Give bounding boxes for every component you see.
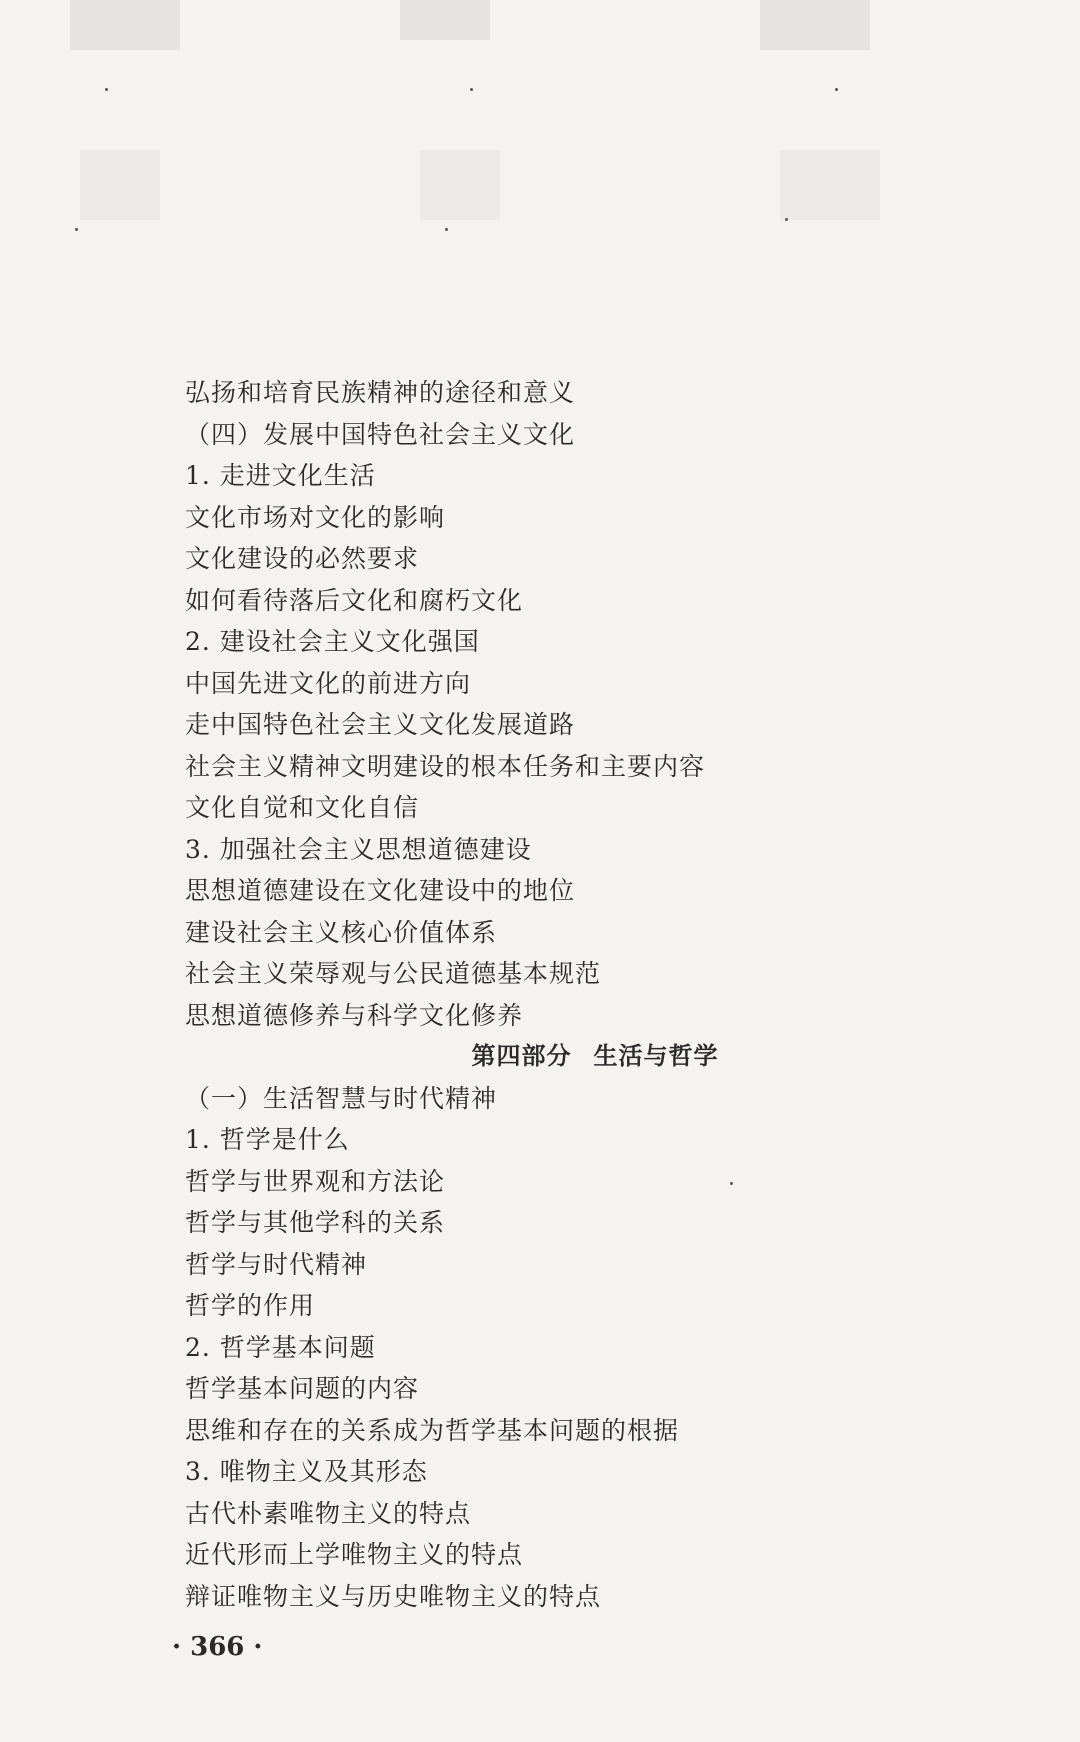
scan-artifact-top-right: [760, 0, 870, 50]
outline-line: 文化市场对文化的影响: [185, 502, 446, 532]
outline-line: 哲学与世界观和方法论: [185, 1166, 446, 1196]
outline-line: 近代形而上学唯物主义的特点: [185, 1540, 524, 1569]
outline-line: 走中国特色社会主义文化发展道路: [185, 710, 576, 739]
outline-line: 如何看待落后文化和腐朽文化: [185, 585, 524, 615]
outline-line: 文化建设的必然要求: [185, 544, 420, 573]
outline-line: 思想道德建设在文化建设中的地位: [185, 876, 576, 905]
outline-heading: （四）发展中国特色社会主义文化: [185, 419, 576, 449]
outline-line: 辩证唯物主义与历史唯物主义的特点: [185, 1581, 602, 1611]
outline-line: 思维和存在的关系成为哲学基本问题的根据: [185, 1415, 680, 1445]
outline-subheading: 3. 唯物主义及其形态: [185, 1457, 428, 1486]
outline-line: 弘扬和培育民族精神的途径和意义: [185, 378, 576, 407]
page-number: · 366 ·: [172, 1632, 263, 1662]
outline-line: 古代朴素唯物主义的特点: [185, 1498, 472, 1528]
outline-line: 哲学与其他学科的关系: [185, 1208, 446, 1237]
outline-line: 社会主义荣辱观与公民道德基本规范: [185, 959, 602, 988]
outline-subheading: 2. 哲学基本问题: [185, 1332, 376, 1362]
scan-artifact-mid-right: [780, 150, 880, 220]
scan-artifact-top-left: [70, 0, 180, 50]
outline-line: 社会主义精神文明建设的根本任务和主要内容: [185, 751, 706, 781]
outline-subheading: 3. 加强社会主义思想道德建设: [185, 834, 532, 864]
scan-speck: [785, 218, 788, 221]
outline-heading: （一）生活智慧与时代精神: [185, 1083, 498, 1113]
scan-speck: [105, 88, 108, 91]
part-title: [185, 1036, 945, 1078]
scan-artifact-top-middle: [400, 0, 490, 40]
scan-speck: [470, 88, 473, 91]
outline-subheading: 1. 哲学是什么: [185, 1125, 350, 1154]
document-body: [185, 372, 945, 1617]
outline-line: 哲学基本问题的内容: [185, 1374, 420, 1403]
part-title-label: 第四部分: [471, 1042, 572, 1070]
outline-line: 文化自觉和文化自信: [185, 793, 420, 822]
outline-section-philosophy: [185, 1078, 945, 1618]
scan-artifact-mid-middle: [420, 150, 500, 220]
scan-speck: [445, 228, 448, 231]
outline-line: 建设社会主义核心价值体系: [185, 917, 498, 947]
outline-line: 哲学的作用: [185, 1291, 316, 1320]
outline-line: 哲学与时代精神: [185, 1249, 368, 1279]
scan-artifact-mid-left: [80, 150, 160, 220]
scan-speck: [835, 88, 838, 91]
part-title-name: 生活与哲学: [593, 1042, 719, 1070]
outline-line: 中国先进文化的前进方向: [185, 668, 472, 698]
outline-line: 思想道德修养与科学文化修养: [185, 1000, 524, 1030]
outline-section-culture: [185, 372, 945, 1036]
scan-speck: [75, 228, 78, 231]
outline-subheading: 2. 建设社会主义文化强国: [185, 627, 480, 656]
outline-subheading: 1. 走进文化生活: [185, 461, 376, 490]
